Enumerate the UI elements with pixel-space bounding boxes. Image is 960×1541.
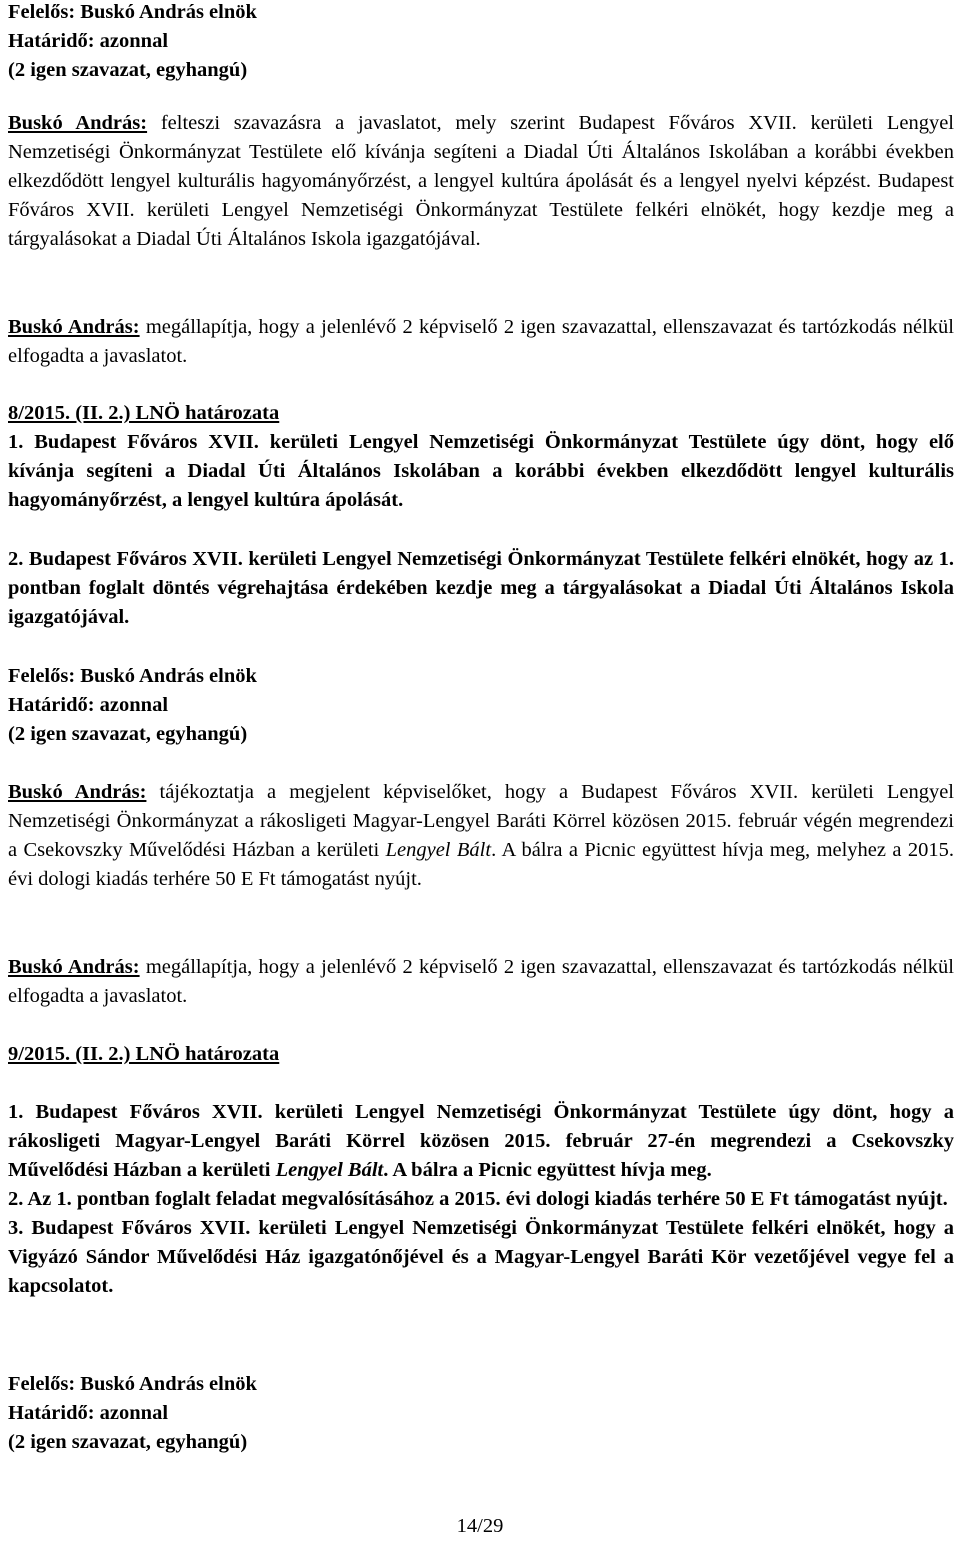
resolution-9 bbox=[8, 1098, 954, 1301]
deadline-line: Határidő: azonnal bbox=[8, 30, 169, 52]
speaker-name: Buskó András: bbox=[8, 956, 140, 978]
vote-text: megállapítja, hogy a jelenlévő 2 képviselő 2 igen szavazattal, ellenszavazat és tartózkodás nélkül elfogadta a javaslatot. bbox=[8, 316, 954, 367]
speaker-name: Buskó András: bbox=[8, 112, 148, 134]
motion-text-continued: Budapest Főváros XVII. kerületi Lengyel Nemzetiségi Önkormányzat Testülete felkéri elnökét, hogy kezdje meg a tárgyalásokat a Diadal Úti Általános Iskola igazgatójával. bbox=[8, 170, 954, 250]
top-responsibility-block bbox=[8, 0, 954, 85]
motion-text: felteszi szavazásra a javaslatot, mely szerint Budapest Főváros XVII. kerületi Lengyel Nemzetiségi Önkormányzat Testülete elő kívánja segíteni a Diadal Úti Általános Iskolában a korábbi években elkezdődött lengyel kulturális hagyományőrzést, a lengyel kultúra ápolását és a lengyel nyelvi képzést. bbox=[8, 112, 954, 192]
info-text-continued: . A bálra a Picnic együttest hívja meg, melyhez a 2015. évi dologi kiadás terhére 50 E Ft támogatást nyújt. bbox=[8, 839, 955, 890]
speaker-name: Buskó András: bbox=[8, 781, 147, 803]
resolution-title: 8/2015. (II. 2.) LNÖ határozata bbox=[8, 402, 280, 424]
resolution-8 bbox=[8, 399, 954, 515]
motion-paragraph bbox=[8, 109, 954, 254]
page-number: 14/29 bbox=[456, 1515, 504, 1537]
vote-result-line: (2 igen szavazat, egyhangú) bbox=[8, 1431, 248, 1453]
deadline-line: Határidő: azonnal bbox=[8, 694, 169, 716]
vote-paragraph bbox=[8, 313, 954, 371]
responsible-line: Felelős: Buskó András elnök bbox=[8, 1, 257, 23]
deadline-line: Határidő: azonnal bbox=[8, 1402, 169, 1424]
vote-result-line: (2 igen szavazat, egyhangú) bbox=[8, 59, 248, 81]
event-name: Lengyel Bált bbox=[275, 1159, 384, 1181]
resolution-8-responsibility bbox=[8, 662, 954, 749]
resolution-9-title: 9/2015. (II. 2.) LNÖ határozata bbox=[8, 1043, 280, 1065]
resolution-point-3: 3. Budapest Főváros XVII. kerületi Lengyel Nemzetiségi Önkormányzat Testülete felkéri elnökét, hogy a Vigyázó Sándor Művelődési Ház igazgatónőjével és a Magyar-Lengyel Baráti Kör vezetőjével vegye fel a kapcsolatot. bbox=[8, 1217, 954, 1297]
resolution-8-point-2: 2. Budapest Főváros XVII. kerületi Lengyel Nemzetiségi Önkormányzat Testülete felkéri elnökét, hogy az 1. pontban foglalt döntés végrehajtása érdekében kezdje meg a tárgyalásokat a Diadal Úti Általános Iskola igazgatójával. bbox=[8, 548, 954, 628]
resolution-point-1: 1. Budapest Főváros XVII. kerületi Lengyel Nemzetiségi Önkormányzat Testülete úgy dönt, hogy elő kívánja segíteni a Diadal Úti Általános Iskolában a korábbi években elkezdődött lengyel kulturális hagyományőrzést, a lengyel kultúra ápolását. bbox=[8, 431, 954, 511]
vote-result-line: (2 igen szavazat, egyhangú) bbox=[8, 723, 248, 745]
speaker-name: Buskó András: bbox=[8, 316, 140, 338]
vote-paragraph-2 bbox=[8, 953, 954, 1011]
resolution-9-responsibility bbox=[8, 1370, 954, 1457]
info-paragraph bbox=[8, 778, 954, 894]
responsible-line: Felelős: Buskó András elnök bbox=[8, 1373, 257, 1395]
responsible-line: Felelős: Buskó András elnök bbox=[8, 665, 257, 687]
resolution-point-2: 2. Az 1. pontban foglalt feladat megvalósításához a 2015. évi dologi kiadás terhére 50 E Ft támogatást nyújt. bbox=[8, 1188, 948, 1210]
info-text: tájékoztatja a megjelent képviselőket, hogy a Budapest Főváros XVII. kerületi Lengyel Nemzetiségi Önkormányzat a rákosligeti Magyar-Lengyel Baráti Körrel közösen 2015. február végén megrendezi a Csekovszky Művelődési Házban a kerületi bbox=[8, 781, 955, 861]
event-name: Lengyel Bált bbox=[385, 839, 492, 861]
resolution-point-1: 1. Budapest Főváros XVII. kerületi Lengyel Nemzetiségi Önkormányzat Testülete úgy dönt, hogy a rákosligeti Magyar-Lengyel Baráti Körrel közösen 2015. február 27-én megrendezi a Csekovszky Művelődési Házban a kerületi Lengyel Bált. A bálra a Picnic együttest hívja meg. bbox=[8, 1101, 954, 1181]
vote-text: megállapítja, hogy a jelenlévő 2 képviselő 2 igen szavazattal, ellenszavazat és tartózkodás nélkül elfogadta a javaslatot. bbox=[8, 956, 954, 1007]
